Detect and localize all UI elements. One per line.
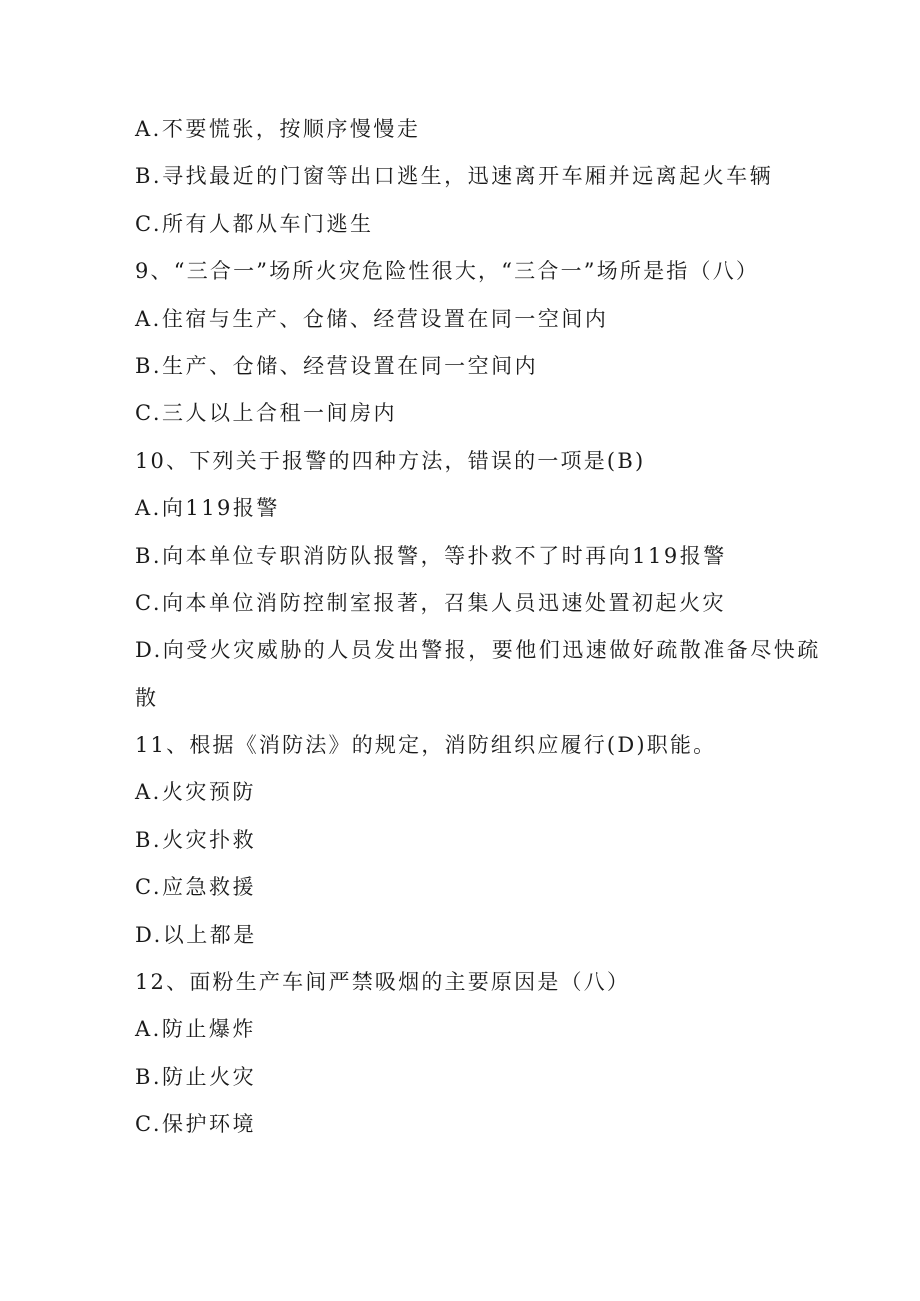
option-line: B.生产、仓储、经营设置在同一空间内 <box>135 353 539 378</box>
option-line: D.向受火灾威胁的人员发出警报，要他们迅速做好疏散准备尽快疏 <box>135 638 821 663</box>
question-11: 11、根据《消防法》的规定，消防组织应履行(D)职能。 <box>135 733 717 758</box>
document-body <box>135 106 821 1149</box>
option-line: C.所有人都从车门逃生 <box>135 211 374 236</box>
option-line: A.向119报警 <box>135 496 280 521</box>
option-line: A.火灾预防 <box>135 780 256 805</box>
option-line: B.火灾扑救 <box>135 827 257 852</box>
option-line-continuation: 散 <box>135 685 159 710</box>
option-line: B.向本单位专职消防队报警，等扑救不了时再向119报警 <box>135 543 727 568</box>
option-line: D.以上都是 <box>135 922 257 947</box>
option-line: C.向本单位消防控制室报著，召集人员迅速处置初起火灾 <box>135 590 726 615</box>
question-12: 12、面粉生产车间严禁吸烟的主要原因是（八） <box>135 970 631 995</box>
option-line: C.应急救援 <box>135 875 256 900</box>
question-9: 9、“三合一”场所火灾危险性很大，“三合一”场所是指（八） <box>135 259 760 284</box>
option-line: C.三人以上合租一间房内 <box>135 401 397 426</box>
option-line: A.不要慌张，按顺序慢慢走 <box>135 117 421 141</box>
question-10: 10、下列关于报警的四种方法，错误的一项是(B) <box>135 448 646 473</box>
option-line: A.防止爆炸 <box>135 1017 256 1042</box>
option-line: C.保护环境 <box>135 1112 256 1137</box>
option-line: B.寻找最近的门窗等出口逃生，迅速离开车厢并远离起火车辆 <box>135 164 774 189</box>
option-line: A.住宿与生产、仓储、经营设置在同一空间内 <box>135 306 609 331</box>
option-line: B.防止火灾 <box>135 1064 257 1089</box>
